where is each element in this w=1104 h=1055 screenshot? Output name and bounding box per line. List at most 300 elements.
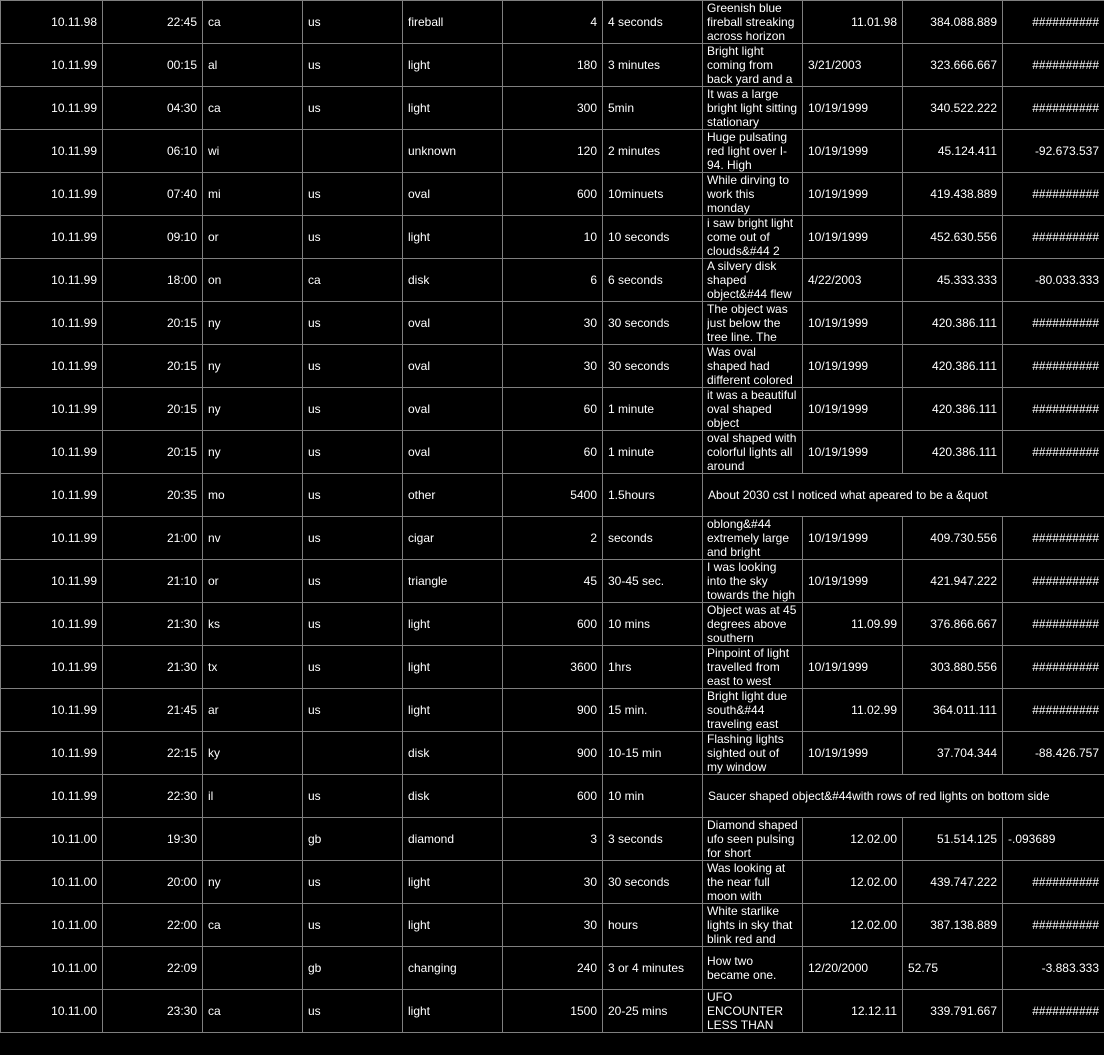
posted-cell[interactable]: 3/21/2003 bbox=[803, 44, 903, 87]
shape-cell[interactable]: disk bbox=[403, 259, 503, 302]
longitude-cell[interactable]: -80.033.333 bbox=[1003, 259, 1104, 302]
longitude-cell[interactable]: ########## bbox=[1003, 87, 1104, 130]
seconds-cell[interactable]: 30 bbox=[503, 861, 603, 904]
time-cell[interactable]: 20:15 bbox=[103, 388, 203, 431]
table-row bbox=[1, 345, 1104, 388]
comment-cell-overflow[interactable]: Saucer shaped object&#44with rows of red lights on bottom side bbox=[703, 775, 1104, 818]
state-cell[interactable]: ca bbox=[203, 87, 303, 130]
duration-cell[interactable]: hours bbox=[603, 904, 703, 947]
seconds-cell[interactable]: 900 bbox=[503, 689, 603, 732]
state-cell[interactable]: il bbox=[203, 775, 303, 818]
seconds-cell[interactable]: 600 bbox=[503, 603, 603, 646]
comment-text: While dirving to work this monday bbox=[707, 173, 790, 215]
time-cell[interactable]: 22:09 bbox=[103, 947, 203, 990]
comment-text: How two became one. bbox=[707, 954, 777, 982]
comment-cell[interactable] bbox=[703, 818, 803, 861]
date-cell[interactable]: 10.11.99 bbox=[1, 689, 103, 732]
posted-cell[interactable]: 10/19/1999 bbox=[803, 431, 903, 474]
time-cell[interactable]: 21:30 bbox=[103, 603, 203, 646]
country-cell[interactable]: us bbox=[303, 173, 403, 216]
country-cell[interactable]: gb bbox=[303, 818, 403, 861]
posted-cell[interactable]: 10/19/1999 bbox=[803, 732, 903, 775]
comment-cell[interactable] bbox=[703, 603, 803, 646]
duration-cell[interactable]: 10 seconds bbox=[603, 216, 703, 259]
time-cell[interactable]: 09:10 bbox=[103, 216, 203, 259]
comment-text: Bright light due south&#44 traveling east bbox=[707, 689, 788, 731]
seconds-cell[interactable]: 60 bbox=[503, 388, 603, 431]
posted-cell[interactable]: 10/19/1999 bbox=[803, 388, 903, 431]
comment-cell[interactable] bbox=[703, 345, 803, 388]
country-cell[interactable] bbox=[303, 732, 403, 775]
latitude-cell[interactable]: 45.333.333 bbox=[903, 259, 1003, 302]
latitude-cell[interactable]: 37.704.344 bbox=[903, 732, 1003, 775]
posted-cell[interactable]: 12/20/2000 bbox=[803, 947, 903, 990]
latitude-cell[interactable]: 303.880.556 bbox=[903, 646, 1003, 689]
longitude-cell[interactable]: ########## bbox=[1003, 517, 1104, 560]
shape-cell[interactable]: light bbox=[403, 990, 503, 1033]
time-cell[interactable]: 22:30 bbox=[103, 775, 203, 818]
latitude-cell[interactable]: 52.75 bbox=[903, 947, 1003, 990]
seconds-cell[interactable]: 6 bbox=[503, 259, 603, 302]
date-cell[interactable]: 10.11.99 bbox=[1, 259, 103, 302]
shape-cell[interactable]: diamond bbox=[403, 818, 503, 861]
table-row bbox=[1, 732, 1104, 775]
time-cell[interactable]: 20:15 bbox=[103, 431, 203, 474]
state-cell[interactable]: ny bbox=[203, 861, 303, 904]
comment-cell[interactable] bbox=[703, 689, 803, 732]
state-cell[interactable]: or bbox=[203, 216, 303, 259]
table-row bbox=[1, 560, 1104, 603]
date-cell[interactable]: 10.11.00 bbox=[1, 947, 103, 990]
comment-text: Bright light coming from back yard and a bbox=[707, 44, 793, 86]
shape-cell[interactable]: oval bbox=[403, 173, 503, 216]
shape-cell[interactable]: disk bbox=[403, 732, 503, 775]
comment-text: oblong&#44 extremely large and bright bbox=[707, 517, 790, 559]
country-cell[interactable]: us bbox=[303, 388, 403, 431]
longitude-cell[interactable]: ########## bbox=[1003, 173, 1104, 216]
comment-cell[interactable] bbox=[703, 1, 803, 44]
country-cell[interactable]: us bbox=[303, 990, 403, 1033]
shape-cell[interactable]: oval bbox=[403, 345, 503, 388]
seconds-cell[interactable]: 300 bbox=[503, 87, 603, 130]
comment-cell[interactable] bbox=[703, 904, 803, 947]
date-cell[interactable]: 10.11.00 bbox=[1, 990, 103, 1033]
duration-cell[interactable]: 10 mins bbox=[603, 603, 703, 646]
comment-cell[interactable] bbox=[703, 517, 803, 560]
longitude-cell[interactable]: -88.426.757 bbox=[1003, 732, 1104, 775]
comment-cell[interactable] bbox=[703, 388, 803, 431]
seconds-cell[interactable]: 600 bbox=[503, 173, 603, 216]
time-cell[interactable]: 23:30 bbox=[103, 990, 203, 1033]
comment-text: I was looking into the sky towards the high bbox=[707, 560, 796, 602]
posted-cell[interactable]: 10/19/1999 bbox=[803, 173, 903, 216]
comment-cell[interactable] bbox=[703, 216, 803, 259]
shape-cell[interactable]: fireball bbox=[403, 1, 503, 44]
comment-text: Flashing lights sighted out of my window bbox=[707, 732, 784, 774]
state-cell[interactable]: ky bbox=[203, 732, 303, 775]
comment-cell-overflow[interactable]: About 2030 cst I noticed what apeared to be a &quot bbox=[703, 474, 1104, 517]
state-cell[interactable]: ny bbox=[203, 302, 303, 345]
longitude-cell[interactable]: ########## bbox=[1003, 904, 1104, 947]
state-cell[interactable]: ny bbox=[203, 345, 303, 388]
country-cell[interactable]: us bbox=[303, 1, 403, 44]
table-row bbox=[1, 990, 1104, 1033]
duration-cell[interactable]: 10minuets bbox=[603, 173, 703, 216]
longitude-cell[interactable]: -92.673.537 bbox=[1003, 130, 1104, 173]
date-cell[interactable]: 10.11.99 bbox=[1, 732, 103, 775]
table-row bbox=[1, 861, 1104, 904]
state-cell[interactable]: al bbox=[203, 44, 303, 87]
table-row bbox=[1, 517, 1104, 560]
time-cell[interactable]: 21:10 bbox=[103, 560, 203, 603]
posted-cell[interactable]: 10/19/1999 bbox=[803, 87, 903, 130]
latitude-cell[interactable]: 420.386.111 bbox=[903, 431, 1003, 474]
duration-cell[interactable]: seconds bbox=[603, 517, 703, 560]
table-row bbox=[1, 173, 1104, 216]
country-cell[interactable]: us bbox=[303, 216, 403, 259]
time-cell[interactable]: 20:00 bbox=[103, 861, 203, 904]
comment-text: Pinpoint of light travelled from east to west bbox=[707, 646, 790, 688]
time-cell[interactable]: 20:35 bbox=[103, 474, 203, 517]
comment-text: Huge pulsating red light over I-94. High bbox=[707, 130, 788, 172]
date-cell[interactable]: 10.11.99 bbox=[1, 517, 103, 560]
posted-cell[interactable]: 4/22/2003 bbox=[803, 259, 903, 302]
seconds-cell[interactable]: 2 bbox=[503, 517, 603, 560]
country-cell[interactable]: us bbox=[303, 861, 403, 904]
comment-text: oval shaped with colorful lights all around bbox=[707, 431, 797, 473]
country-cell[interactable]: us bbox=[303, 603, 403, 646]
latitude-cell[interactable]: 420.386.111 bbox=[903, 388, 1003, 431]
latitude-cell[interactable]: 51.514.125 bbox=[903, 818, 1003, 861]
table-row bbox=[1, 302, 1104, 345]
comment-cell[interactable] bbox=[703, 259, 803, 302]
longitude-cell[interactable]: -.093689 bbox=[1003, 818, 1104, 861]
date-cell[interactable]: 10.11.99 bbox=[1, 775, 103, 818]
longitude-cell[interactable]: ########## bbox=[1003, 431, 1104, 474]
shape-cell[interactable]: other bbox=[403, 474, 503, 517]
time-cell[interactable]: 21:00 bbox=[103, 517, 203, 560]
posted-cell[interactable]: 10/19/1999 bbox=[803, 302, 903, 345]
posted-cell[interactable]: 10/19/1999 bbox=[803, 517, 903, 560]
seconds-cell[interactable]: 240 bbox=[503, 947, 603, 990]
longitude-cell[interactable]: ########## bbox=[1003, 560, 1104, 603]
seconds-cell[interactable]: 900 bbox=[503, 732, 603, 775]
comment-cell[interactable] bbox=[703, 861, 803, 904]
latitude-cell[interactable]: 339.791.667 bbox=[903, 990, 1003, 1033]
sheet-body bbox=[1, 1, 1104, 1033]
shape-cell[interactable]: changing bbox=[403, 947, 503, 990]
longitude-cell[interactable]: ########## bbox=[1003, 1, 1104, 44]
comment-text: Greenish blue fireball streaking across horizon bbox=[707, 1, 795, 43]
country-cell[interactable]: us bbox=[303, 560, 403, 603]
posted-cell[interactable]: 10/19/1999 bbox=[803, 345, 903, 388]
comment-cell[interactable] bbox=[703, 87, 803, 130]
duration-cell[interactable]: 3 or 4 minutes bbox=[603, 947, 703, 990]
state-cell[interactable]: mo bbox=[203, 474, 303, 517]
seconds-cell[interactable]: 10 bbox=[503, 216, 603, 259]
comment-cell[interactable] bbox=[703, 130, 803, 173]
time-cell[interactable]: 00:15 bbox=[103, 44, 203, 87]
shape-cell[interactable]: disk bbox=[403, 775, 503, 818]
seconds-cell[interactable]: 3600 bbox=[503, 646, 603, 689]
seconds-cell[interactable]: 30 bbox=[503, 904, 603, 947]
duration-cell[interactable]: 10-15 min bbox=[603, 732, 703, 775]
state-cell[interactable]: ny bbox=[203, 431, 303, 474]
state-cell[interactable]: ca bbox=[203, 904, 303, 947]
duration-cell[interactable]: 1 minute bbox=[603, 388, 703, 431]
duration-cell[interactable]: 30 seconds bbox=[603, 345, 703, 388]
state-cell[interactable]: on bbox=[203, 259, 303, 302]
state-cell[interactable]: ca bbox=[203, 990, 303, 1033]
latitude-cell[interactable]: 439.747.222 bbox=[903, 861, 1003, 904]
shape-cell[interactable]: light bbox=[403, 646, 503, 689]
comment-text: The object was just below the tree line. The bbox=[707, 302, 788, 344]
duration-cell[interactable]: 6 seconds bbox=[603, 259, 703, 302]
table-row bbox=[1, 775, 1104, 818]
latitude-cell[interactable]: 340.522.222 bbox=[903, 87, 1003, 130]
country-cell[interactable]: us bbox=[303, 345, 403, 388]
posted-cell[interactable]: 11.01.98 bbox=[803, 1, 903, 44]
latitude-cell[interactable]: 420.386.111 bbox=[903, 302, 1003, 345]
duration-cell[interactable]: 20-25 mins bbox=[603, 990, 703, 1033]
time-cell[interactable]: 21:30 bbox=[103, 646, 203, 689]
shape-cell[interactable]: oval bbox=[403, 302, 503, 345]
shape-cell[interactable]: light bbox=[403, 861, 503, 904]
posted-cell[interactable]: 11.02.99 bbox=[803, 689, 903, 732]
duration-cell[interactable]: 5min bbox=[603, 87, 703, 130]
country-cell[interactable]: us bbox=[303, 431, 403, 474]
date-cell[interactable]: 10.11.99 bbox=[1, 646, 103, 689]
latitude-cell[interactable]: 420.386.111 bbox=[903, 345, 1003, 388]
longitude-cell[interactable]: ########## bbox=[1003, 689, 1104, 732]
state-cell[interactable]: or bbox=[203, 560, 303, 603]
country-cell[interactable]: ca bbox=[303, 259, 403, 302]
comment-cell[interactable] bbox=[703, 947, 803, 990]
longitude-cell[interactable]: ########## bbox=[1003, 216, 1104, 259]
date-cell[interactable]: 10.11.99 bbox=[1, 302, 103, 345]
table-row bbox=[1, 130, 1104, 173]
seconds-cell[interactable]: 30 bbox=[503, 345, 603, 388]
longitude-cell[interactable]: ########## bbox=[1003, 345, 1104, 388]
seconds-cell[interactable]: 4 bbox=[503, 1, 603, 44]
comment-text: White starlike lights in sky that blink red and bbox=[707, 904, 793, 946]
time-cell[interactable]: 22:00 bbox=[103, 904, 203, 947]
shape-cell[interactable]: light bbox=[403, 904, 503, 947]
table-row bbox=[1, 216, 1104, 259]
comment-cell[interactable] bbox=[703, 44, 803, 87]
country-cell[interactable] bbox=[303, 130, 403, 173]
state-cell[interactable]: wi bbox=[203, 130, 303, 173]
comment-cell[interactable] bbox=[703, 431, 803, 474]
posted-cell[interactable]: 10/19/1999 bbox=[803, 646, 903, 689]
table-row bbox=[1, 947, 1104, 990]
longitude-cell[interactable]: ########## bbox=[1003, 44, 1104, 87]
seconds-cell[interactable]: 120 bbox=[503, 130, 603, 173]
shape-cell[interactable]: light bbox=[403, 87, 503, 130]
table-row bbox=[1, 1, 1104, 44]
latitude-cell[interactable]: 387.138.889 bbox=[903, 904, 1003, 947]
latitude-cell[interactable]: 45.124.411 bbox=[903, 130, 1003, 173]
table-row bbox=[1, 818, 1104, 861]
latitude-cell[interactable]: 421.947.222 bbox=[903, 560, 1003, 603]
posted-cell[interactable]: 12.02.00 bbox=[803, 904, 903, 947]
longitude-cell[interactable]: ########## bbox=[1003, 603, 1104, 646]
duration-cell[interactable]: 3 seconds bbox=[603, 818, 703, 861]
posted-cell[interactable]: 12.12.11 bbox=[803, 990, 903, 1033]
comment-text: Was oval shaped had different colored bbox=[707, 345, 793, 387]
posted-cell[interactable]: 12.02.00 bbox=[803, 818, 903, 861]
date-cell[interactable]: 10.11.99 bbox=[1, 216, 103, 259]
latitude-cell[interactable]: 384.088.889 bbox=[903, 1, 1003, 44]
comment-cell[interactable] bbox=[703, 560, 803, 603]
table-row bbox=[1, 689, 1104, 732]
time-cell[interactable]: 21:45 bbox=[103, 689, 203, 732]
duration-cell[interactable]: 10 min bbox=[603, 775, 703, 818]
seconds-cell[interactable]: 1500 bbox=[503, 990, 603, 1033]
time-cell[interactable]: 18:00 bbox=[103, 259, 203, 302]
comment-cell[interactable] bbox=[703, 302, 803, 345]
state-cell[interactable]: ar bbox=[203, 689, 303, 732]
shape-cell[interactable]: oval bbox=[403, 388, 503, 431]
table-row bbox=[1, 431, 1104, 474]
comment-text: i saw bright light come out of clouds&#44 2 bbox=[707, 216, 794, 258]
table-row bbox=[1, 87, 1104, 130]
comment-cell[interactable] bbox=[703, 732, 803, 775]
longitude-cell[interactable]: ########## bbox=[1003, 388, 1104, 431]
comment-text: Was looking at the near full moon with bbox=[707, 861, 786, 903]
date-cell[interactable]: 10.11.99 bbox=[1, 474, 103, 517]
date-cell[interactable]: 10.11.00 bbox=[1, 861, 103, 904]
longitude-cell[interactable]: ########## bbox=[1003, 646, 1104, 689]
state-cell[interactable] bbox=[203, 818, 303, 861]
duration-cell[interactable]: 4 seconds bbox=[603, 1, 703, 44]
country-cell[interactable]: us bbox=[303, 87, 403, 130]
country-cell[interactable]: gb bbox=[303, 947, 403, 990]
date-cell[interactable]: 10.11.98 bbox=[1, 1, 103, 44]
country-cell[interactable]: us bbox=[303, 646, 403, 689]
state-cell[interactable]: mi bbox=[203, 173, 303, 216]
latitude-cell[interactable]: 376.866.667 bbox=[903, 603, 1003, 646]
longitude-cell[interactable]: ########## bbox=[1003, 990, 1104, 1033]
duration-cell[interactable]: 30 seconds bbox=[603, 302, 703, 345]
duration-cell[interactable]: 1 minute bbox=[603, 431, 703, 474]
date-cell[interactable]: 10.11.00 bbox=[1, 904, 103, 947]
state-cell[interactable]: ca bbox=[203, 1, 303, 44]
duration-cell[interactable]: 1.5hours bbox=[603, 474, 703, 517]
duration-cell[interactable]: 30 seconds bbox=[603, 861, 703, 904]
duration-cell[interactable]: 3 minutes bbox=[603, 44, 703, 87]
date-cell[interactable]: 10.11.99 bbox=[1, 44, 103, 87]
posted-cell[interactable]: 10/19/1999 bbox=[803, 216, 903, 259]
longitude-cell[interactable]: ########## bbox=[1003, 861, 1104, 904]
time-cell[interactable]: 19:30 bbox=[103, 818, 203, 861]
comment-text: UFO ENCOUNTER LESS THAN bbox=[707, 990, 784, 1032]
seconds-cell[interactable]: 30 bbox=[503, 302, 603, 345]
time-cell[interactable]: 22:45 bbox=[103, 1, 203, 44]
state-cell[interactable] bbox=[203, 947, 303, 990]
seconds-cell[interactable]: 600 bbox=[503, 775, 603, 818]
time-cell[interactable]: 20:15 bbox=[103, 345, 203, 388]
duration-cell[interactable]: 30-45 sec. bbox=[603, 560, 703, 603]
shape-cell[interactable]: light bbox=[403, 603, 503, 646]
comment-cell[interactable] bbox=[703, 646, 803, 689]
state-cell[interactable]: ny bbox=[203, 388, 303, 431]
comment-cell[interactable] bbox=[703, 990, 803, 1033]
shape-cell[interactable]: unknown bbox=[403, 130, 503, 173]
duration-cell[interactable]: 1hrs bbox=[603, 646, 703, 689]
shape-cell[interactable]: light bbox=[403, 44, 503, 87]
table-row bbox=[1, 474, 1104, 517]
posted-cell[interactable]: 12.02.00 bbox=[803, 861, 903, 904]
shape-cell[interactable]: light bbox=[403, 216, 503, 259]
comment-text: It was a large bright light sitting stationary bbox=[707, 87, 798, 129]
shape-cell[interactable]: oval bbox=[403, 431, 503, 474]
state-cell[interactable]: nv bbox=[203, 517, 303, 560]
shape-cell[interactable]: light bbox=[403, 689, 503, 732]
time-cell[interactable]: 06:10 bbox=[103, 130, 203, 173]
date-cell[interactable]: 10.11.99 bbox=[1, 603, 103, 646]
table-row bbox=[1, 388, 1104, 431]
country-cell[interactable]: us bbox=[303, 517, 403, 560]
table-row bbox=[1, 646, 1104, 689]
table-row bbox=[1, 44, 1104, 87]
duration-cell[interactable]: 15 min. bbox=[603, 689, 703, 732]
latitude-cell[interactable]: 419.438.889 bbox=[903, 173, 1003, 216]
latitude-cell[interactable]: 364.011.111 bbox=[903, 689, 1003, 732]
seconds-cell[interactable]: 3 bbox=[503, 818, 603, 861]
seconds-cell[interactable]: 5400 bbox=[503, 474, 603, 517]
date-cell[interactable]: 10.11.99 bbox=[1, 345, 103, 388]
shape-cell[interactable]: triangle bbox=[403, 560, 503, 603]
time-cell[interactable]: 04:30 bbox=[103, 87, 203, 130]
time-cell[interactable]: 20:15 bbox=[103, 302, 203, 345]
longitude-cell[interactable]: ########## bbox=[1003, 302, 1104, 345]
date-cell[interactable]: 10.11.99 bbox=[1, 130, 103, 173]
country-cell[interactable]: us bbox=[303, 689, 403, 732]
seconds-cell[interactable]: 180 bbox=[503, 44, 603, 87]
date-cell[interactable]: 10.11.99 bbox=[1, 388, 103, 431]
shape-cell[interactable]: cigar bbox=[403, 517, 503, 560]
duration-cell[interactable]: 2 minutes bbox=[603, 130, 703, 173]
date-cell[interactable]: 10.11.99 bbox=[1, 560, 103, 603]
seconds-cell[interactable]: 60 bbox=[503, 431, 603, 474]
posted-cell[interactable]: 11.09.99 bbox=[803, 603, 903, 646]
country-cell[interactable]: us bbox=[303, 302, 403, 345]
posted-cell[interactable]: 10/19/1999 bbox=[803, 130, 903, 173]
comment-text: Object was at 45 degrees above southern bbox=[707, 603, 797, 645]
date-cell[interactable]: 10.11.99 bbox=[1, 173, 103, 216]
state-cell[interactable]: ks bbox=[203, 603, 303, 646]
state-cell[interactable]: tx bbox=[203, 646, 303, 689]
latitude-cell[interactable]: 452.630.556 bbox=[903, 216, 1003, 259]
country-cell[interactable]: us bbox=[303, 44, 403, 87]
comment-text: A silvery disk shaped object&#44 flew bbox=[707, 259, 792, 301]
time-cell[interactable]: 07:40 bbox=[103, 173, 203, 216]
time-cell[interactable]: 22:15 bbox=[103, 732, 203, 775]
country-cell[interactable]: us bbox=[303, 474, 403, 517]
country-cell[interactable]: us bbox=[303, 775, 403, 818]
latitude-cell[interactable]: 409.730.556 bbox=[903, 517, 1003, 560]
date-cell[interactable]: 10.11.99 bbox=[1, 431, 103, 474]
longitude-cell[interactable]: -3.883.333 bbox=[1003, 947, 1104, 990]
date-cell[interactable]: 10.11.99 bbox=[1, 87, 103, 130]
date-cell[interactable]: 10.11.00 bbox=[1, 818, 103, 861]
country-cell[interactable]: us bbox=[303, 904, 403, 947]
latitude-cell[interactable]: 323.666.667 bbox=[903, 44, 1003, 87]
comment-cell[interactable] bbox=[703, 173, 803, 216]
seconds-cell[interactable]: 45 bbox=[503, 560, 603, 603]
posted-cell[interactable]: 10/19/1999 bbox=[803, 560, 903, 603]
